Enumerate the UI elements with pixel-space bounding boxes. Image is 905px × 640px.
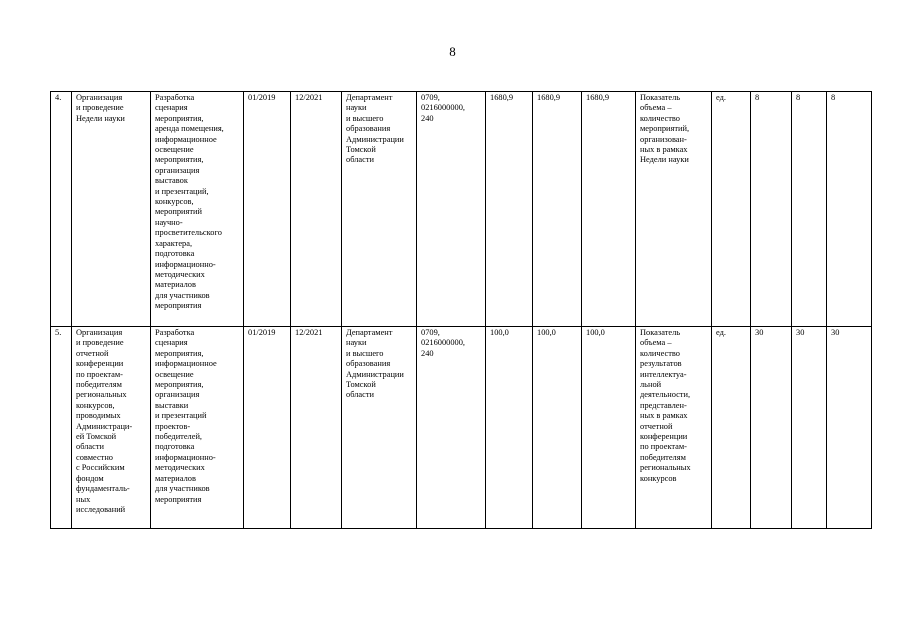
indicator-year-2: 30 — [792, 327, 827, 529]
funding-year-1: 1680,9 — [486, 92, 533, 327]
indicator: Показатель объема – количество результатов интеллектуа- льной деятельности, представлен- ных в рамках отчетной конференции по проектам- победителям региональных конкурсов — [636, 327, 712, 529]
table-row — [51, 327, 872, 529]
funding-year-1: 100,0 — [486, 327, 533, 529]
activity-description: Разработка сценария мероприятия, аренда помещения, информационное освещение мероприятия, организация выставок и презентаций, конкурсов, мероприятий научно- просветительского характера, подготовка информационно- методических материалов для участников мероприятия — [151, 92, 244, 327]
funding-year-3: 1680,9 — [582, 92, 636, 327]
activity-name: Организация и проведение Недели науки — [72, 92, 151, 327]
executor: Департамент науки и высшего образования Администрации Томской области — [342, 92, 417, 327]
program-activities-table — [50, 91, 872, 529]
row-number: 4. — [51, 92, 72, 327]
unit: ед. — [712, 327, 751, 529]
end-date: 12/2021 — [291, 327, 342, 529]
indicator-year-1: 30 — [751, 327, 792, 529]
funding-year-3: 100,0 — [582, 327, 636, 529]
budget-code: 0709, 0216000000, 240 — [417, 92, 486, 327]
activity-name: Организация и проведение отчетной конференции по проектам- победителям региональных конкурсов, проводимых Администраци- ей Томской области совместно с Российским фондом фундаменталь- ных исследований — [72, 327, 151, 529]
table-row — [51, 92, 872, 327]
end-date: 12/2021 — [291, 92, 342, 327]
start-date: 01/2019 — [244, 92, 291, 327]
indicator-year-1: 8 — [751, 92, 792, 327]
budget-code: 0709, 0216000000, 240 — [417, 327, 486, 529]
indicator-year-3: 30 — [827, 327, 872, 529]
page-number: 8 — [449, 44, 456, 59]
funding-year-2: 1680,9 — [533, 92, 582, 327]
indicator-year-3: 8 — [827, 92, 872, 327]
start-date: 01/2019 — [244, 327, 291, 529]
executor: Департамент науки и высшего образования Администрации Томской области — [342, 327, 417, 529]
funding-year-2: 100,0 — [533, 327, 582, 529]
row-number: 5. — [51, 327, 72, 529]
indicator: Показатель объема – количество мероприятий, организован- ных в рамках Недели науки — [636, 92, 712, 327]
unit: ед. — [712, 92, 751, 327]
activity-description: Разработка сценария мероприятия, информационное освещение мероприятия, организация выставки и презентаций проектов- победителей, подготовка информационно- методических материалов для участников мероприятия — [151, 327, 244, 529]
indicator-year-2: 8 — [792, 92, 827, 327]
